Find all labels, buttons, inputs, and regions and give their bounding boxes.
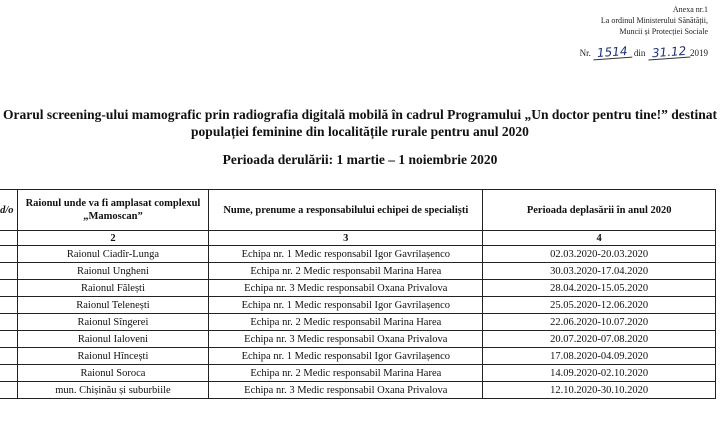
row-period: 30.03.2020-17.04.2020 bbox=[483, 263, 716, 280]
annex-ministry-line: Muncii și Protecției Sociale bbox=[619, 27, 708, 36]
row-district: Raionul Ungheni bbox=[17, 263, 209, 280]
annex-order-line: La ordinul Ministerului Sănătății, bbox=[600, 16, 708, 25]
nr-prefix: Nr. bbox=[579, 48, 591, 58]
row-team: Echipa nr. 1 Medic responsabil Igor Gavrilașenco bbox=[209, 348, 483, 365]
row-index bbox=[0, 263, 17, 280]
row-team: Echipa nr. 3 Medic responsabil Oxana Privalova bbox=[209, 382, 483, 399]
annex-number: Anexa nr.1 bbox=[672, 5, 708, 14]
row-team: Echipa nr. 2 Medic responsabil Marina Harea bbox=[209, 263, 483, 280]
table-row bbox=[0, 365, 716, 382]
row-index bbox=[0, 246, 17, 263]
row-index bbox=[0, 297, 17, 314]
header-period: Perioada deplasării în anul 2020 bbox=[483, 190, 716, 231]
date-prefix: din bbox=[633, 48, 646, 58]
row-team: Echipa nr. 3 Medic responsabil Oxana Privalova bbox=[209, 280, 483, 297]
date-handwritten: 31.12 bbox=[647, 46, 690, 61]
row-period: 14.09.2020-02.10.2020 bbox=[483, 365, 716, 382]
row-period: 25.05.2020-12.06.2020 bbox=[483, 297, 716, 314]
row-period: 22.06.2020-10.07.2020 bbox=[483, 314, 716, 331]
row-period: 02.03.2020-20.03.2020 bbox=[483, 246, 716, 263]
table-row bbox=[0, 263, 716, 280]
row-index bbox=[0, 314, 17, 331]
annex-block bbox=[580, 4, 708, 59]
row-district: Raionul Hîncești bbox=[17, 348, 209, 365]
row-district: Raionul Ciadîr-Lunga bbox=[17, 246, 209, 263]
document-title: Orarul screening-ului mamografic prin radiografia digitală mobilă în cadrul Programului „Un doctor pentru tine!” destinat populației feminine din localitățile rurale pentru anul 2020 bbox=[3, 107, 717, 139]
row-index bbox=[0, 280, 17, 297]
row-period: 17.08.2020-04.09.2020 bbox=[483, 348, 716, 365]
row-index bbox=[0, 382, 17, 399]
col-number-2: 2 bbox=[17, 231, 209, 246]
table-row bbox=[0, 348, 716, 365]
header-index: d/o bbox=[0, 190, 17, 231]
row-district: Raionul Sîngerei bbox=[17, 314, 209, 331]
row-team: Echipa nr. 1 Medic responsabil Igor Gavrilașenco bbox=[209, 297, 483, 314]
header-district: Raionul unde va fi amplasat complexul „Mamoscan” bbox=[17, 190, 209, 231]
row-team: Echipa nr. 1 Medic responsabil Igor Gavrilașenco bbox=[209, 246, 483, 263]
row-district: Raionul Fălești bbox=[17, 280, 209, 297]
table-row bbox=[0, 314, 716, 331]
row-index bbox=[0, 365, 17, 382]
table-header-row bbox=[0, 190, 716, 231]
row-district: Raionul Soroca bbox=[17, 365, 209, 382]
row-period: 12.10.2020-30.10.2020 bbox=[483, 382, 716, 399]
col-number-4: 4 bbox=[483, 231, 716, 246]
row-period: 20.07.2020-07.08.2020 bbox=[483, 331, 716, 348]
row-period: 28.04.2020-15.05.2020 bbox=[483, 280, 716, 297]
column-number-row bbox=[0, 231, 716, 246]
row-district: mun. Chișinău și suburbiile bbox=[17, 382, 209, 399]
row-team: Echipa nr. 3 Medic responsabil Oxana Privalova bbox=[209, 331, 483, 348]
row-index bbox=[0, 348, 17, 365]
row-index bbox=[0, 331, 17, 348]
row-team: Echipa nr. 2 Medic responsabil Marina Harea bbox=[209, 314, 483, 331]
row-district: Raionul Telenești bbox=[17, 297, 209, 314]
row-district: Raionul Ialoveni bbox=[17, 331, 209, 348]
row-team: Echipa nr. 2 Medic responsabil Marina Harea bbox=[209, 365, 483, 382]
table-row bbox=[0, 280, 716, 297]
nr-handwritten: 1514 bbox=[593, 46, 632, 61]
schedule-table bbox=[0, 189, 716, 399]
table-row bbox=[0, 382, 716, 399]
header-team: Nume, prenume a responsabilului echipei de specialiști bbox=[209, 190, 483, 231]
annex-registration bbox=[579, 43, 708, 61]
year: 2019 bbox=[690, 48, 708, 58]
period-heading: Perioada derulării: 1 martie – 1 noiembrie 2020 bbox=[222, 152, 498, 167]
table-row bbox=[0, 246, 716, 263]
col-number-3: 3 bbox=[209, 231, 483, 246]
table-row bbox=[0, 331, 716, 348]
col-number-1 bbox=[0, 231, 17, 246]
table-row bbox=[0, 297, 716, 314]
